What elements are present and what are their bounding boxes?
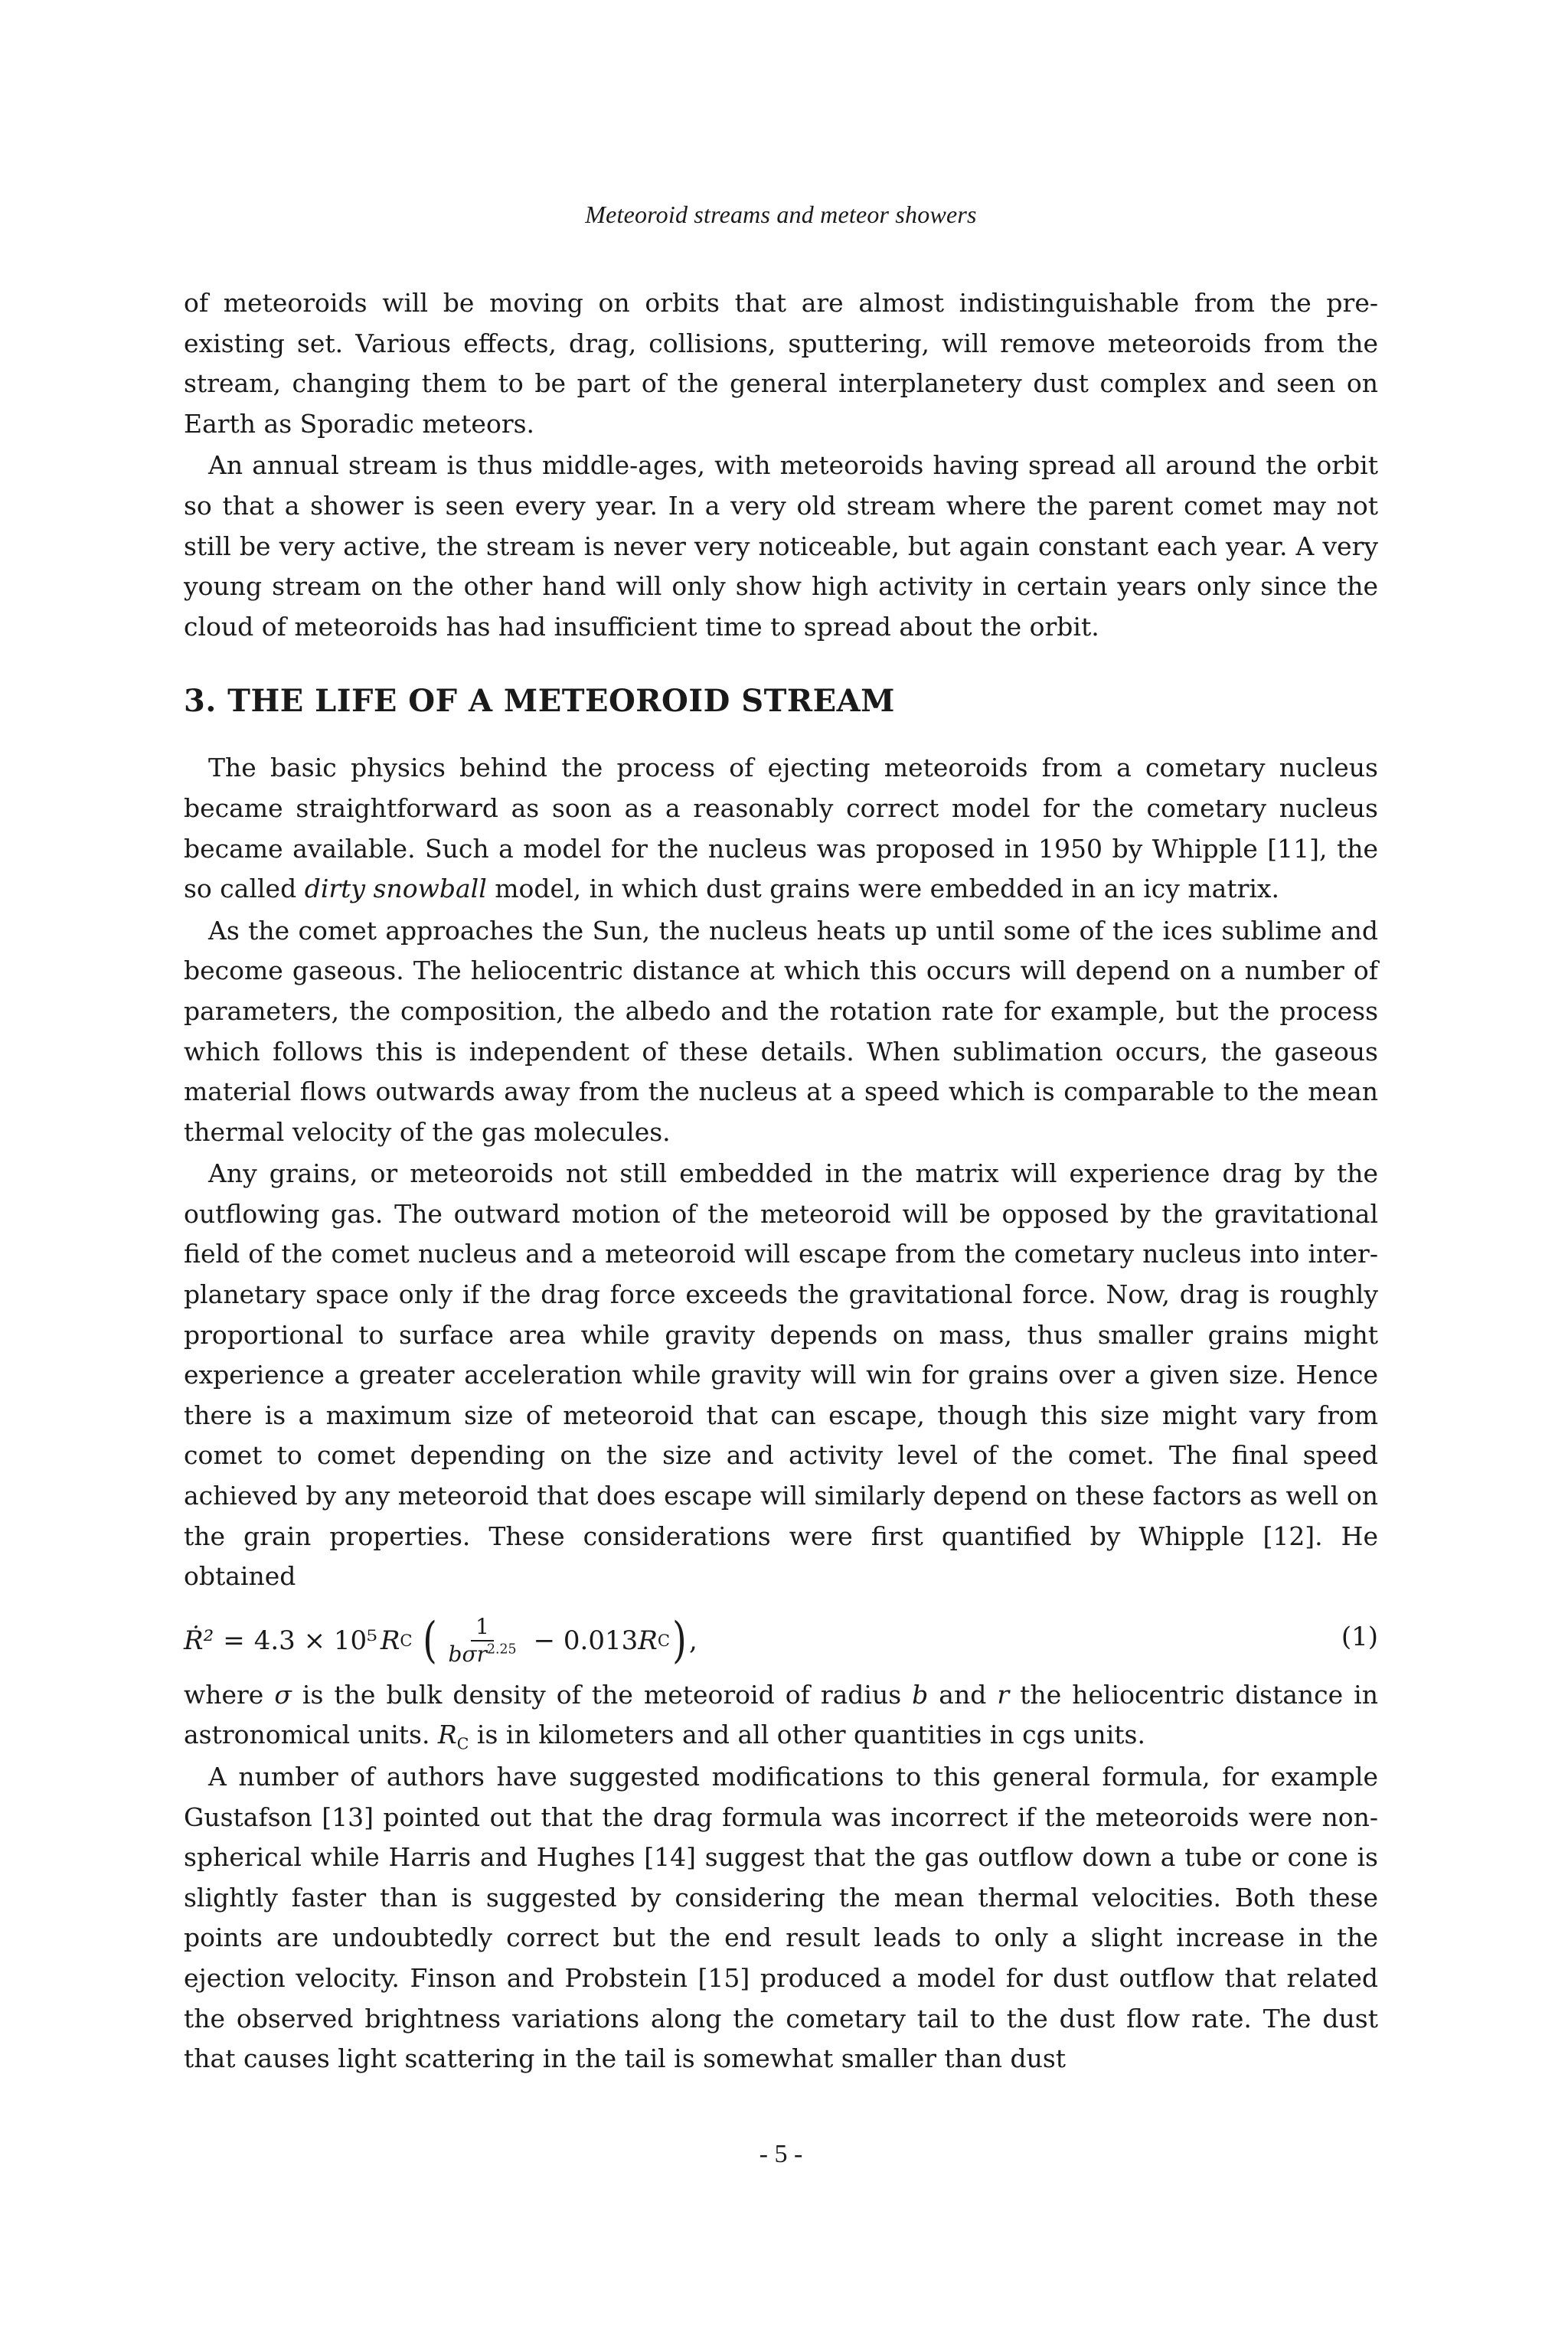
section-paragraph-1 [184,748,1378,909]
page [184,0,1378,2352]
where-rc-sub: C [456,1735,469,1753]
dirty-snowball-term: dirty snowball [304,874,487,904]
final-paragraph: A number of authors have suggested modifications to this general formula, for example Gustafson [13] pointed out that the drag formula was incorrect if the meteoroids were non-spherical while Harris and Hughes [14] suggest that the gas outflow down a tube or cone is slightly faster than is suggested by considering the mean thermal velocities. Both these points are undoubtedly correct but the end result leads to only a slight increase in the ejection velocity. Finson and Probstein [15] produced a model for dust outflow that related the observed brightness variations along the cometary tail to the dust flow rate. The dust that causes light scattering in the tail is somewhat smaller than dust [184,1762,1378,2074]
section-paragraph-3: Any grains, or meteoroids not still embedded in the matrix will experience drag by the outflowing gas. The outward motion of the meteoroid will be opposed by the gravitational field of the comet nucleus and a meteoroid will escape from the cometary nucleus into inter-planetary space only if the drag force exceeds the gravitational force. Now, drag is roughly proportional to surface area while gravity depends on mass, thus smaller grains might experience a greater acceleration while gravity will win for grains over a given size. Hence there is a maximum size of meteoroid that can escape, though this size might vary from comet to comet depending on the size and activity level of the comet. The final speed achieved by any meteoroid that does escape will similarly depend on these factors as well on the grain properties. These considerations were first quantified by Whipple [12]. He obtained [184,1158,1378,1592]
where-b: b [912,1679,929,1710]
where-b-text: is the bulk density of the meteoroid of radius [291,1679,913,1710]
eq-trailing: , [688,1625,697,1656]
eq-left-paren: ( [422,1612,437,1669]
eq-equals: = [223,1625,245,1656]
eq-frac-denominator [444,1642,521,1668]
where-r: r [997,1679,1010,1710]
eq-frac-den-exp: 2.25 [486,1642,517,1658]
equation-number: (1) [1341,1621,1378,1652]
where-a: where [184,1679,275,1710]
where-e-text: is in kilometers and all other quantities in cgs units. [469,1720,1145,1750]
eq-rc: R [380,1625,400,1656]
body-text [184,283,1378,2079]
section-heading: 3. THE LIFE OF A METEOROID STREAM [184,683,895,720]
page-number: - 5 - [759,2140,803,2168]
intro-paragraph-1: of meteoroids will be moving on orbits that are almost indistinguishable from the pre-existing set. Various effects, drag, collisions, sputtering, will remove meteoroids from the stream, changing them to be part of the general interplanetery dust complex and seen on Earth as Sporadic meteors. [184,288,1378,439]
eq-coefficient: 4.3 × 10⁵ [253,1625,377,1656]
eq-fraction [444,1614,521,1668]
eq-frac-den-text: bσr [448,1641,487,1667]
section-p1-text-b: model, in which dust grains were embedded in an icy matrix. [486,874,1280,904]
eq-right-paren: ) [672,1612,687,1669]
equation-1 [184,1603,1378,1672]
where-paragraph [184,1675,1378,1756]
where-c-text: and [928,1679,998,1710]
eq-frac-numerator: 1 [471,1614,494,1642]
where-sigma: σ [274,1679,292,1710]
eq-lhs: Ṙ² [184,1625,214,1656]
section-p1-text-a: The basic physics behind the process of ejecting meteoroids from a cometary nucleus became straightforward as soon as a reasonably correct model for the cometary nucleus became available. Such a model for the nucleus was proposed in 1950 by Whipple [11], the so called [184,753,1378,904]
equation-body: Ṙ² = 4.3 × 10⁵ R C ( $\frac{1}{b\sigma r^{2.25}}$ − 0.013 R C ) , [184,1612,697,1669]
intro-paragraph-2: An annual stream is thus middle-ages, with meteoroids having spread all around the orbit so that a shower is seen every year. In a very old stream where the parent comet may not still be very active, the stream is never very noticeable, but again constant each year. A very young stream on the other hand will only show high activity in certain years only since the cloud of meteoroids has had insufficient time to spread about the orbit. [184,450,1378,642]
section-paragraph-2: As the comet approaches the Sun, the nucleus heats up until some of the ices sublime and become gaseous. The heliocentric distance at which this occurs will depend on a number of parameters, the composition, the albedo and the rotation rate for example, but the process which follows this is independent of these details. When sublimation occurs, the gaseous material flows outwards away from the nucleus at a speed which is comparable to the mean thermal velocity of the gas molecules. [184,915,1378,1147]
running-head: Meteoroid streams and meteor showers [585,201,977,228]
eq-minus-term: − 0.013 [533,1625,639,1656]
eq-rc2: R [638,1625,658,1656]
where-rc: R [437,1720,457,1750]
where-d-text: the heliocentric distance in astronomical units. [184,1679,1378,1750]
